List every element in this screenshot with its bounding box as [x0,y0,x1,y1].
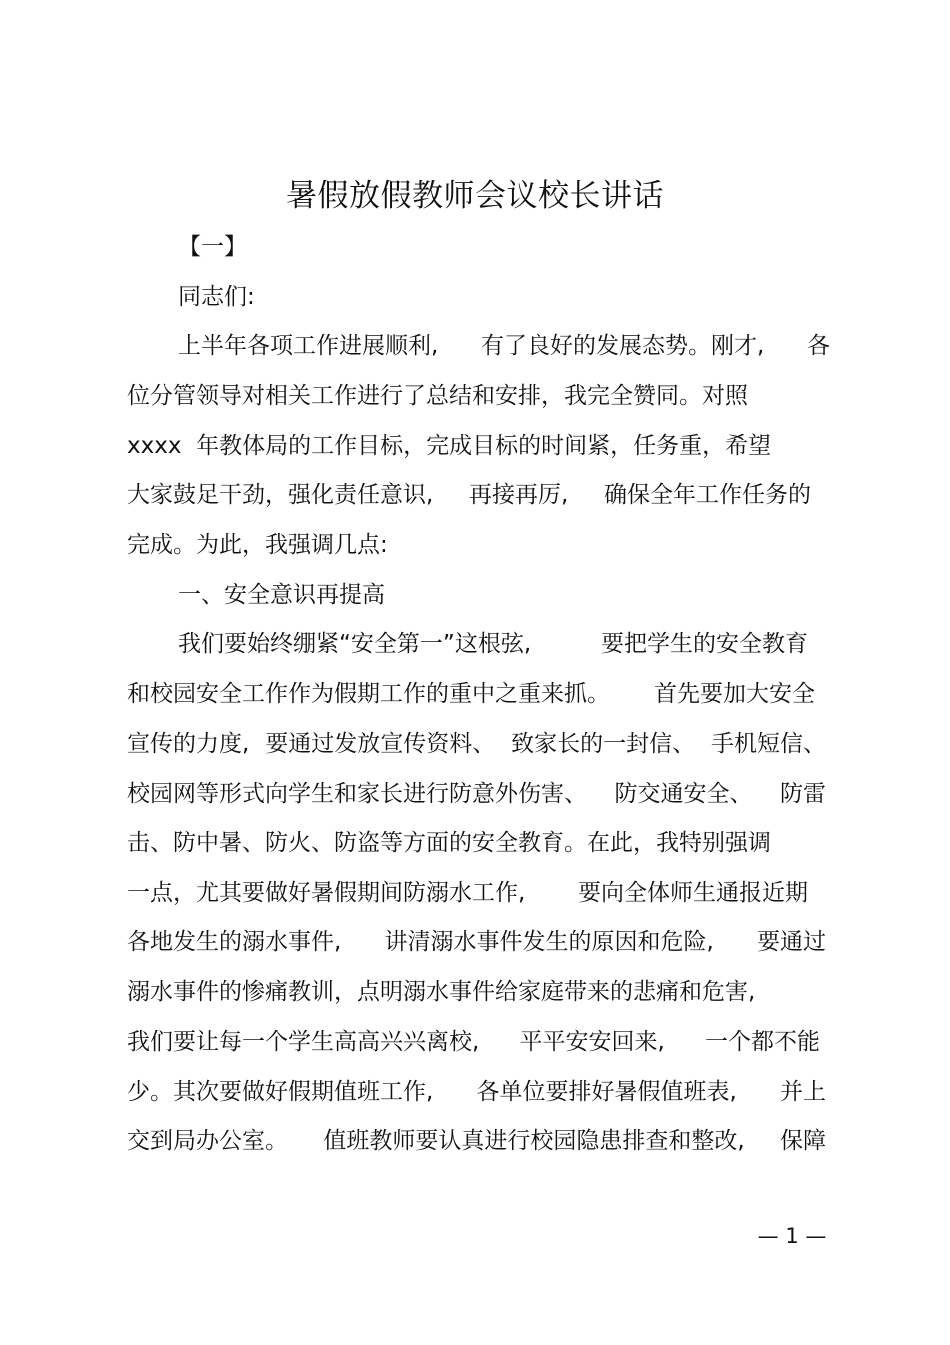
salutation: 同志们: [178,284,255,310]
text-segment: 要向全体师生通报近期 [578,880,808,906]
paragraph-line [127,774,826,814]
text-segment: 首先要加大安全 [654,681,815,707]
text-segment: 我们要让每一个学生高高兴兴离校, [127,1029,480,1055]
text-segment: 致家长的一封信、 [511,731,696,757]
text-segment: 讲清溺水事件发生的原因和危险, [384,929,714,955]
paragraph-line [127,724,826,764]
paragraph-line [127,922,826,962]
text-segment: 要通过 [757,929,826,955]
text-segment: 平平安安回来, [519,1029,665,1055]
text-segment: 再接再厉, [469,482,569,508]
text-segment: 交到局办公室。 [127,1128,288,1154]
text-segment: 并上 [780,1079,826,1105]
paragraph-line [127,674,815,714]
section-label: 【一】 [178,234,247,260]
paragraph-line [178,624,808,664]
paragraph-line: 完成。为此，我强调几点: [127,532,388,558]
text-segment: 校园网等形式向学生和家长进行防意外伤害、 [127,781,587,807]
document-title: 暑假放假教师会议校长讲话 [286,178,664,214]
text-segment: 一个都不能 [705,1029,820,1055]
paragraph-line [127,873,808,913]
text-segment: 防雷 [780,781,826,807]
text-segment: 各单位要排好暑假值班表, [476,1079,737,1105]
text-segment: 要通过发放宣传资料、 [265,731,496,757]
paragraph-line: 位分管领导对相关工作进行了总结和安排，我完全赞同。对照 [127,383,748,409]
text-segment: 要把学生的安全教育 [601,631,808,657]
paragraph-line [127,475,811,515]
text-segment: 一点，尤其要做好暑假期间防溺水工作, [127,880,526,906]
paragraph-line: xxxx 年教体局的工作目标，完成目标的时间紧，任务重，希望 [127,433,772,459]
paragraph-line [127,1022,820,1062]
paragraph-line [127,1072,826,1112]
text-segment: 有了良好的发展态势。刚才, [481,333,765,359]
text-segment: 大家鼓足干劲，强化责任意识, [127,482,434,508]
paragraph-line [127,1121,826,1161]
page-number: — 1 — [757,1224,827,1248]
text-segment: 各地发生的溺水事件, [127,929,342,955]
text-segment: 保障 [780,1128,826,1154]
text-segment: 和校园安全工作作为假期工作的重中之重来抓。 [127,681,610,707]
text-segment: 手机短信、 [710,731,826,757]
text-segment: 确保全年工作任务的 [604,482,811,508]
text-segment: 少。其次要做好假期值班工作, [127,1079,434,1105]
section-heading: 一、安全意识再提高 [178,582,385,608]
text-segment: 防交通安全、 [614,781,753,807]
paragraph-line [178,326,830,366]
paragraph-line: 溺水事件的惨痛教训，点明溺水事件给家庭带来的悲痛和危害, [127,979,756,1005]
paragraph-line: 击、防中暑、防火、防盗等方面的安全教育。在此，我特别强调 [127,830,771,856]
text-segment: 值班教师要认真进行校园隐患排查和整改, [323,1128,745,1154]
text-segment: 我们要始终绷紧“安全第一”这根弦, [178,631,532,657]
text-segment: 上半年各项工作进展顺利, [178,333,439,359]
text-segment: 宣传的力度, [127,731,250,757]
text-segment: 各 [807,333,830,359]
